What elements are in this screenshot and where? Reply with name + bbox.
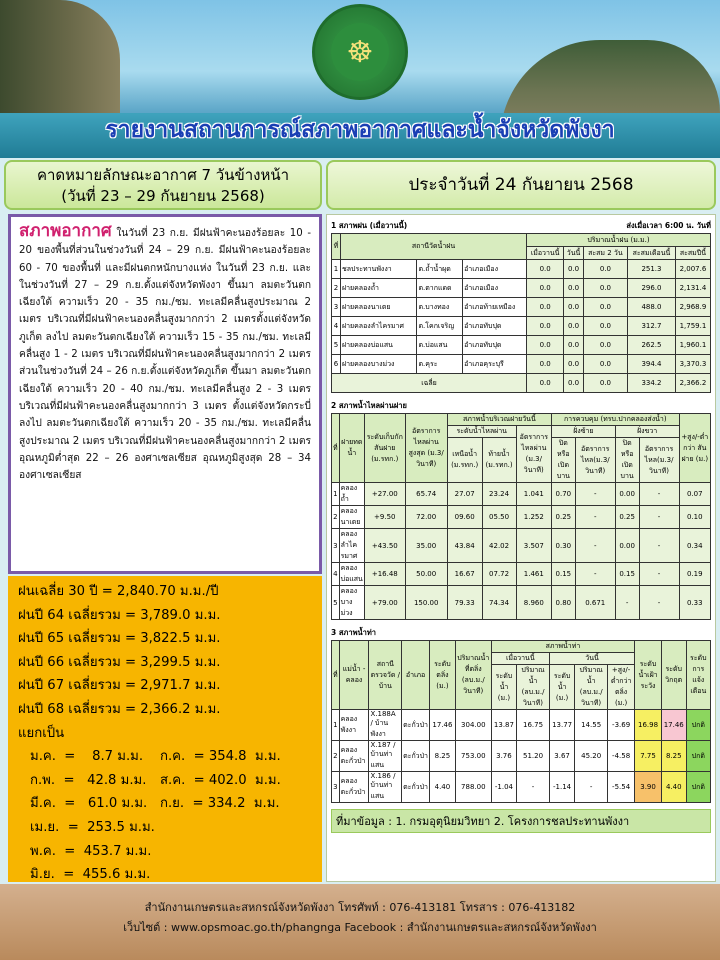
- report-date-banner: ประจำวันที่ 24 กันยายน 2568: [326, 160, 716, 210]
- table-cell: ฝายคลองลำไครมาศ: [340, 317, 417, 336]
- table-cell: 488.0: [628, 298, 676, 317]
- col-header: สถานีตรวจวัด / บ้าน: [369, 641, 402, 710]
- table-cell: 13.87: [491, 710, 516, 741]
- table-cell: 5: [332, 586, 340, 620]
- col-header: ปิดหรือเปิดบาน: [551, 438, 575, 483]
- col-header: แม่น้ำ - คลอง: [339, 641, 369, 710]
- col-header: ปริมาณน้ำ (ลบ.ม./วินาที): [517, 665, 550, 710]
- table-cell: ต.โคกเจริญ: [417, 317, 463, 336]
- table-cell: 0.0: [564, 279, 583, 298]
- table-cell: +16.48: [364, 563, 405, 586]
- table-cell: -1.14: [549, 772, 574, 803]
- table-cell: 50.00: [405, 563, 447, 586]
- table-cell: ตะกั่วป่า: [402, 710, 430, 741]
- table-cell: ตะกั่วป่า: [402, 741, 430, 772]
- col-header: ที่: [332, 414, 340, 483]
- table-cell: 07.72: [482, 563, 516, 586]
- table-cell: อำเภอเมือง: [463, 260, 527, 279]
- weir-section-title: 2 สภาพน้ำไหลผ่านฝาย: [331, 401, 407, 410]
- col-header: การควบคุม (ทรบ.ปากคลองส่งน้ำ): [551, 414, 679, 426]
- table-cell: 3: [332, 529, 340, 563]
- table-cell: 2,366.2: [675, 374, 710, 393]
- table-cell: X.188A / บ้านพังงา: [369, 710, 402, 741]
- table-cell: 42.02: [482, 529, 516, 563]
- footer-website: เว็บไซต์ : www.opsmoac.go.th/phangnga Facebook : สำนักงานเกษตรและสหกรณ์จังหวัดพังงา: [123, 921, 597, 934]
- col-header: สภาพน้ำบริเวณฝายวันนี้: [447, 414, 551, 426]
- table-cell: อำเภอคุระบุรี: [463, 355, 527, 374]
- table-row: [332, 317, 711, 336]
- table-cell: 0.0: [583, 298, 627, 317]
- footer: [0, 884, 720, 960]
- table-cell: 05.50: [482, 506, 516, 529]
- table-cell: X.187 / บ้านท่าแสน: [369, 741, 402, 772]
- col-header: ระดับน้ำ (ม.): [549, 665, 574, 710]
- table-cell: คลองถ้ำ: [339, 483, 364, 506]
- table-cell: 1: [332, 260, 341, 279]
- col-header: ท้ายน้ำ (ม.รทก.): [482, 438, 516, 483]
- rain-section-title: 1 สภาพฝน (เมื่อวานนี้): [331, 221, 408, 230]
- river-flow-table: [331, 640, 711, 803]
- table-cell: ปกติ: [686, 710, 710, 741]
- table-cell: ต.ถ้ำน้ำผุด: [417, 260, 463, 279]
- table-cell: 788.00: [455, 772, 491, 803]
- month-rain: ก.ย. = 334.2 ม.ม.: [160, 796, 280, 812]
- table-cell: 4.40: [661, 772, 686, 803]
- table-cell: 312.7: [628, 317, 676, 336]
- table-cell: 7.75: [635, 741, 662, 772]
- col-header: ปริมาณน้ำ (ลบ.ม./วินาที): [575, 665, 608, 710]
- col-header: ระดับตลิ่ง (ม.): [430, 641, 456, 710]
- table-cell: -1.04: [491, 772, 516, 803]
- table-cell: 334.2: [628, 374, 676, 393]
- table-cell: 2: [332, 279, 341, 298]
- rainfall-summary-panel: [8, 576, 322, 882]
- table-cell: 1: [332, 710, 340, 741]
- table-cell: ฝายคลองถ้ำ: [340, 279, 417, 298]
- table-cell: 2: [332, 741, 340, 772]
- table-cell: 251.3: [628, 260, 676, 279]
- col-header: ที่: [332, 641, 340, 710]
- table-cell: 0.0: [527, 298, 564, 317]
- table-cell: -: [575, 772, 608, 803]
- table-cell: -: [639, 563, 679, 586]
- table-cell: 3: [332, 298, 341, 317]
- table-cell: 0.0: [583, 355, 627, 374]
- table-cell: อำเภอท้ายเหมือง: [463, 298, 527, 317]
- table-cell: 13.77: [549, 710, 574, 741]
- table-cell: คลองบางม่วง: [339, 586, 364, 620]
- col-header: ระดับน้ำ (ม.): [491, 665, 516, 710]
- table-cell: 16.98: [635, 710, 662, 741]
- rain-year-65: ฝนปี 65 เฉลี่ยรวม = 3,822.5 ม.ม.: [18, 631, 221, 647]
- ministry-logo: [312, 4, 408, 100]
- table-cell: อำเภอทับปุด: [463, 336, 527, 355]
- table-cell: 0.15: [551, 563, 575, 586]
- table-cell: 394.4: [628, 355, 676, 374]
- month-rain: [160, 840, 300, 864]
- rain-section-header: [331, 219, 711, 233]
- table-row: [332, 741, 711, 772]
- table-row: [332, 336, 711, 355]
- col-header: +สูง/-ต่ำกว่าตลิ่ง (ม.): [608, 665, 635, 710]
- table-cell: -: [639, 506, 679, 529]
- col-header: สะสม 2 วัน: [583, 247, 627, 260]
- table-cell: ฝายคลองนาเตย: [340, 298, 417, 317]
- table-cell: 6: [332, 355, 341, 374]
- footer-contact: สำนักงานเกษตรและสหกรณ์จังหวัดพังงา โทรศัพท์ : 076-413181 โทรสาร : 076-413182: [144, 901, 576, 914]
- table-cell: 0.15: [615, 563, 639, 586]
- table-cell: คลองพังงา: [339, 710, 369, 741]
- river-section-title: 3 สภาพน้ำท่า: [331, 628, 376, 637]
- col-header: ระดับการแจ้งเตือน: [686, 641, 710, 710]
- table-cell: -4.58: [608, 741, 635, 772]
- table-cell: 09.60: [447, 506, 482, 529]
- weather-heading: สภาพอากาศ: [19, 221, 112, 241]
- table-cell: 0.0: [564, 260, 583, 279]
- table-cell: ต.ตากแดด: [417, 279, 463, 298]
- table-cell: 0.0: [564, 298, 583, 317]
- col-header: สภาพน้ำท่า: [491, 641, 634, 653]
- table-cell: 0.80: [551, 586, 575, 620]
- table-cell: 0.25: [615, 506, 639, 529]
- col-header: ระดับน้ำเฝ้าระวัง: [635, 641, 662, 710]
- rain-year-66: ฝนปี 66 เฉลี่ยรวม = 3,299.5 ม.ม.: [18, 654, 221, 670]
- table-cell: 8.25: [430, 741, 456, 772]
- table-cell: -3.69: [608, 710, 635, 741]
- table-cell: 1.041: [516, 483, 551, 506]
- weir-section-header: [331, 399, 711, 413]
- table-cell: 0.0: [583, 336, 627, 355]
- table-cell: 0.0: [583, 374, 627, 393]
- table-cell: 0.30: [551, 529, 575, 563]
- header-banner: [0, 0, 720, 158]
- table-cell: 0.0: [564, 336, 583, 355]
- month-rain: [160, 816, 300, 840]
- col-header: วันนี้: [549, 653, 634, 665]
- table-cell: 1: [332, 483, 340, 506]
- table-cell: +9.50: [364, 506, 405, 529]
- weather-body: ในวันที่ 23 ก.ย. มีฝนฟ้าคะนองร้อยละ 10 - 20 ของพื้นที่ส่วนในช่วงวันที่ 24 – 29 ก.ย. มีฝนฟ้าคะนองร้อยละ 60 - 70 ของพื้นที่ และมีฝนตกหนักบางแห่ง ในวันที่ 23 ก.ย. และในช่วงวันที่ 27 – 29 ก.ย.ตั้งแต่จังหวัดพังงา ขึ้นมา ลมตะวันตกเฉียงใต้ ความเร็ว 20 - 35 กม./ชม. ทะเลมีคลื่นสูงประมาณ 2 เมตร บริเวณที่มีฝนฟ้าคะนองคลื่นสูงมากกว่า 2 เมตรตั้งแต่จังหวัดภูเก็ต ลงไป ลมตะวันตกเฉียงใต้ ความเร็ว 15 - 35 กม./ชม. ทะเลมีคลื่นสูง 1 - 2 เมตร บริเวณที่มีฝนฟ้าคะนองคลื่นสูงมากกว่า 2 เมตร ส่วนในช่วงวันที่ 24 – 26 ก.ย.ตั้งแต่จังหวัดภูเก็ต ขึ้นมา ลมตะวันตกเฉียงใต้ ความเร็ว 20 - 40 กม./ชม. ทะเลมีคลื่นสูง 2 - 3 เมตร บริเวณที่มีฝนฟ้าคะนองคลื่นสูงมากกว่า 3 เมตร ตั้งแต่จังหวัดกระบี่ ลงไป ลมตะวันตกเฉียงใต้ ความเร็ว 20 - 35 กม./ชม. ทะเลมีคลื่นสูงประมาณ 2 เมตร บริเวณที่มีฝนฟ้าคะนองคลื่นสูงมากกว่า 2 เมตรอุณหภูมิต่ำสุด 22 – 26 องศาเซลเซียส อุณหภูมิสูงสุด 28 – 34 องศาเซลเซียส: [19, 228, 311, 482]
- table-cell: 753.00: [455, 741, 491, 772]
- table-cell: -: [517, 772, 550, 803]
- forecast-title: คาดหมายลักษณะอากาศ 7 วันข้างหน้า: [36, 166, 290, 184]
- table-cell: 1.252: [516, 506, 551, 529]
- col-header: ปิดหรือเปิดบาน: [615, 438, 639, 483]
- table-cell: 0.34: [679, 529, 710, 563]
- table-cell: 2: [332, 506, 340, 529]
- table-cell: 51.20: [517, 741, 550, 772]
- table-cell: 3.67: [549, 741, 574, 772]
- col-header: ที่: [332, 234, 341, 260]
- col-header: ฝายทดน้ำ: [339, 414, 364, 483]
- breakdown-label: แยกเป็น: [18, 725, 65, 741]
- table-cell: 16.67: [447, 563, 482, 586]
- table-cell: 14.55: [575, 710, 608, 741]
- table-cell: คลองลำไครมาศ: [339, 529, 364, 563]
- table-cell: +79.00: [364, 586, 405, 620]
- table-cell: 1.461: [516, 563, 551, 586]
- table-cell: 74.34: [482, 586, 516, 620]
- col-header: วันนี้: [564, 247, 583, 260]
- table-cell: 3,370.3: [675, 355, 710, 374]
- rain-30yr-avg: ฝนเฉลี่ย 30 ปี = 2,840.70 ม.ม./ปี: [18, 584, 219, 599]
- table-cell: ชลประทานพังงา: [340, 260, 417, 279]
- ministry-seal-icon: ☸: [331, 23, 389, 81]
- table-cell: 72.00: [405, 506, 447, 529]
- col-header: ฝั่งซ้าย: [551, 426, 615, 438]
- col-header: ระดับเก็บกัก สันฝาย (ม.รทก.): [364, 414, 405, 483]
- col-header: เมื่อวานนี้: [527, 247, 564, 260]
- table-cell: 3.76: [491, 741, 516, 772]
- month-rain: เม.ย. = 253.5 ม.ม.: [30, 819, 155, 835]
- table-cell: +27.00: [364, 483, 405, 506]
- table-cell: 79.33: [447, 586, 482, 620]
- table-cell: 150.00: [405, 586, 447, 620]
- table-cell: 0.10: [679, 506, 710, 529]
- table-cell: 35.00: [405, 529, 447, 563]
- table-cell: X.186 / บ้านท่าแสน: [369, 772, 402, 803]
- month-rain: พ.ค. = 453.7 ม.ม.: [30, 843, 152, 859]
- table-row: [332, 563, 711, 586]
- river-table-body: [332, 710, 711, 803]
- rain-year-67: ฝนปี 67 เฉลี่ยรวม = 2,971.7 ม.ม.: [18, 678, 221, 694]
- table-cell: คลองบ่อแสน: [339, 563, 364, 586]
- weather-description-panel: [8, 214, 322, 574]
- table-cell: -: [575, 529, 615, 563]
- table-cell: -: [639, 586, 679, 620]
- table-cell: ฝายคลองบ่อแสน: [340, 336, 417, 355]
- rain-report-time: ส่งเมื่อเวลา 6:00 น. วันที่: [626, 221, 711, 230]
- table-cell: ต.คุระ: [417, 355, 463, 374]
- table-row: [332, 355, 711, 374]
- table-cell: 0.0: [527, 260, 564, 279]
- table-cell: -: [615, 586, 639, 620]
- table-cell: 0.0: [583, 279, 627, 298]
- table-cell: 0.19: [679, 563, 710, 586]
- col-header: +สูง/-ต่ำกว่า สันฝาย (ม.): [679, 414, 710, 483]
- table-cell: คลองตะกั่วป่า: [339, 741, 369, 772]
- data-source-note: ที่มาข้อมูล : 1. กรมอุตุนิยมวิทยา 2. โครงการชลประทานพังงา: [331, 809, 711, 833]
- table-row: [332, 529, 711, 563]
- rain-year-68: ฝนปี 68 เฉลี่ยรวม = 2,366.2 ม.ม.: [18, 701, 221, 717]
- table-row: [332, 279, 711, 298]
- table-cell: 0.0: [564, 374, 583, 393]
- table-row: [332, 586, 711, 620]
- table-cell: 16.75: [517, 710, 550, 741]
- table-row: [332, 483, 711, 506]
- table-row: [332, 298, 711, 317]
- table-cell: 3.90: [635, 772, 662, 803]
- table-cell: 0.07: [679, 483, 710, 506]
- table-cell: เฉลี่ย: [332, 374, 527, 393]
- col-header: สถานีวัดน้ำฝน: [340, 234, 526, 260]
- month-rain: ก.ค. = 354.8 ม.ม.: [160, 749, 281, 765]
- table-cell: 4.40: [430, 772, 456, 803]
- col-header: อำเภอ: [402, 641, 430, 710]
- table-cell: ปกติ: [686, 772, 710, 803]
- table-cell: 43.84: [447, 529, 482, 563]
- table-cell: คลองนาเตย: [339, 506, 364, 529]
- table-cell: 0.0: [583, 317, 627, 336]
- table-cell: 17.46: [430, 710, 456, 741]
- table-cell: 2,131.4: [675, 279, 710, 298]
- table-cell: ต.บ่อแสน: [417, 336, 463, 355]
- col-header: เมื่อวานนี้: [491, 653, 549, 665]
- table-cell: คลองตะกั่วป่า: [339, 772, 369, 803]
- table-cell: 0.0: [527, 279, 564, 298]
- rainfall-table: [331, 233, 711, 393]
- col-header: เหนือน้ำ (ม.รทก.): [447, 438, 482, 483]
- table-row: [332, 710, 711, 741]
- table-cell: ต.บางทอง: [417, 298, 463, 317]
- month-rain: มี.ค. = 61.0 ม.ม.: [30, 796, 148, 812]
- table-row-average: [332, 374, 711, 393]
- table-cell: 17.46: [661, 710, 686, 741]
- table-cell: 304.00: [455, 710, 491, 741]
- table-cell: -: [575, 506, 615, 529]
- table-cell: 0.671: [575, 586, 615, 620]
- col-header: อัตราการไหลผ่าน สูงสุด (ม.3/วินาที): [405, 414, 447, 483]
- table-cell: ตะกั่วป่า: [402, 772, 430, 803]
- col-header: สะสมปีนี้: [675, 247, 710, 260]
- data-tables-panel: [326, 214, 716, 882]
- col-header: อัตราการไหลผ่าน (ม.3/วินาที): [516, 426, 551, 483]
- table-cell: -: [575, 483, 615, 506]
- rain-year-64: ฝนปี 64 เฉลี่ยรวม = 3,789.0 ม.ม.: [18, 607, 221, 623]
- table-cell: 5: [332, 336, 341, 355]
- table-cell: 0.0: [583, 260, 627, 279]
- weir-table-body: [332, 483, 711, 620]
- col-header: ฝั่งขวา: [615, 426, 679, 438]
- table-row: [332, 506, 711, 529]
- table-cell: 262.5: [628, 336, 676, 355]
- forecast-date-range: (วันที่ 23 – 29 กันยายน 2568): [61, 187, 265, 205]
- page-title: รายงานสถานการณ์สภาพอากาศและน้ำจังหวัดพังงา: [105, 116, 615, 143]
- table-row: [332, 772, 711, 803]
- month-rain: ก.พ. = 42.8 ม.ม.: [30, 772, 147, 788]
- table-cell: 3: [332, 772, 340, 803]
- table-cell: 4: [332, 563, 340, 586]
- table-cell: 45.20: [575, 741, 608, 772]
- table-cell: 23.24: [482, 483, 516, 506]
- table-cell: -: [639, 529, 679, 563]
- table-cell: 0.00: [615, 529, 639, 563]
- weir-table: [331, 413, 711, 620]
- col-header: ปริมาณน้ำฝน (ม.ม.): [527, 234, 711, 247]
- river-section-header: [331, 626, 711, 640]
- forecast-banner: [4, 160, 322, 210]
- table-cell: ฝายคลองบางม่วง: [340, 355, 417, 374]
- table-cell: 0.25: [551, 506, 575, 529]
- table-cell: -: [639, 483, 679, 506]
- table-cell: 1,759.1: [675, 317, 710, 336]
- col-header: ระดับน้ำไหลผ่าน: [447, 426, 516, 438]
- table-cell: 0.70: [551, 483, 575, 506]
- month-rain: ม.ค. = 8.7 ม.ม.: [30, 749, 144, 765]
- table-cell: 27.07: [447, 483, 482, 506]
- table-cell: 3.507: [516, 529, 551, 563]
- table-cell: อำเภอทับปุด: [463, 317, 527, 336]
- table-cell: 2,007.6: [675, 260, 710, 279]
- table-cell: 0.0: [564, 317, 583, 336]
- table-cell: -5.54: [608, 772, 635, 803]
- col-header: สะสมเดือนนี้: [628, 247, 676, 260]
- table-row: [332, 260, 711, 279]
- table-cell: 2,968.9: [675, 298, 710, 317]
- table-cell: อำเภอเมือง: [463, 279, 527, 298]
- table-cell: 0.0: [527, 317, 564, 336]
- month-rain: มิ.ย. = 455.6 ม.ม.: [30, 867, 151, 883]
- table-cell: 0.0: [527, 374, 564, 393]
- table-cell: 1,960.1: [675, 336, 710, 355]
- col-header: อัตราการไหล(ม.3/วินาที): [639, 438, 679, 483]
- table-cell: 65.74: [405, 483, 447, 506]
- table-cell: 296.0: [628, 279, 676, 298]
- table-cell: 0.0: [527, 355, 564, 374]
- table-cell: 0.0: [527, 336, 564, 355]
- table-cell: 0.0: [564, 355, 583, 374]
- table-cell: 0.00: [615, 483, 639, 506]
- table-cell: -: [575, 563, 615, 586]
- table-cell: +43.50: [364, 529, 405, 563]
- col-header: ระดับวิกฤต: [661, 641, 686, 710]
- table-cell: 8.25: [661, 741, 686, 772]
- table-cell: 0.33: [679, 586, 710, 620]
- col-header: อัตราการไหล(ม.3/วินาที): [575, 438, 615, 483]
- month-rain: ส.ค. = 402.0 ม.ม.: [160, 772, 281, 788]
- col-header: ปริมาณน้ำที่ตลิ่ง (ลบ.ม./วินาที): [455, 641, 491, 710]
- table-cell: 8.960: [516, 586, 551, 620]
- rainfall-table-body: [332, 260, 711, 393]
- monthly-rain-grid: [18, 745, 312, 887]
- table-cell: ปกติ: [686, 741, 710, 772]
- table-cell: 4: [332, 317, 341, 336]
